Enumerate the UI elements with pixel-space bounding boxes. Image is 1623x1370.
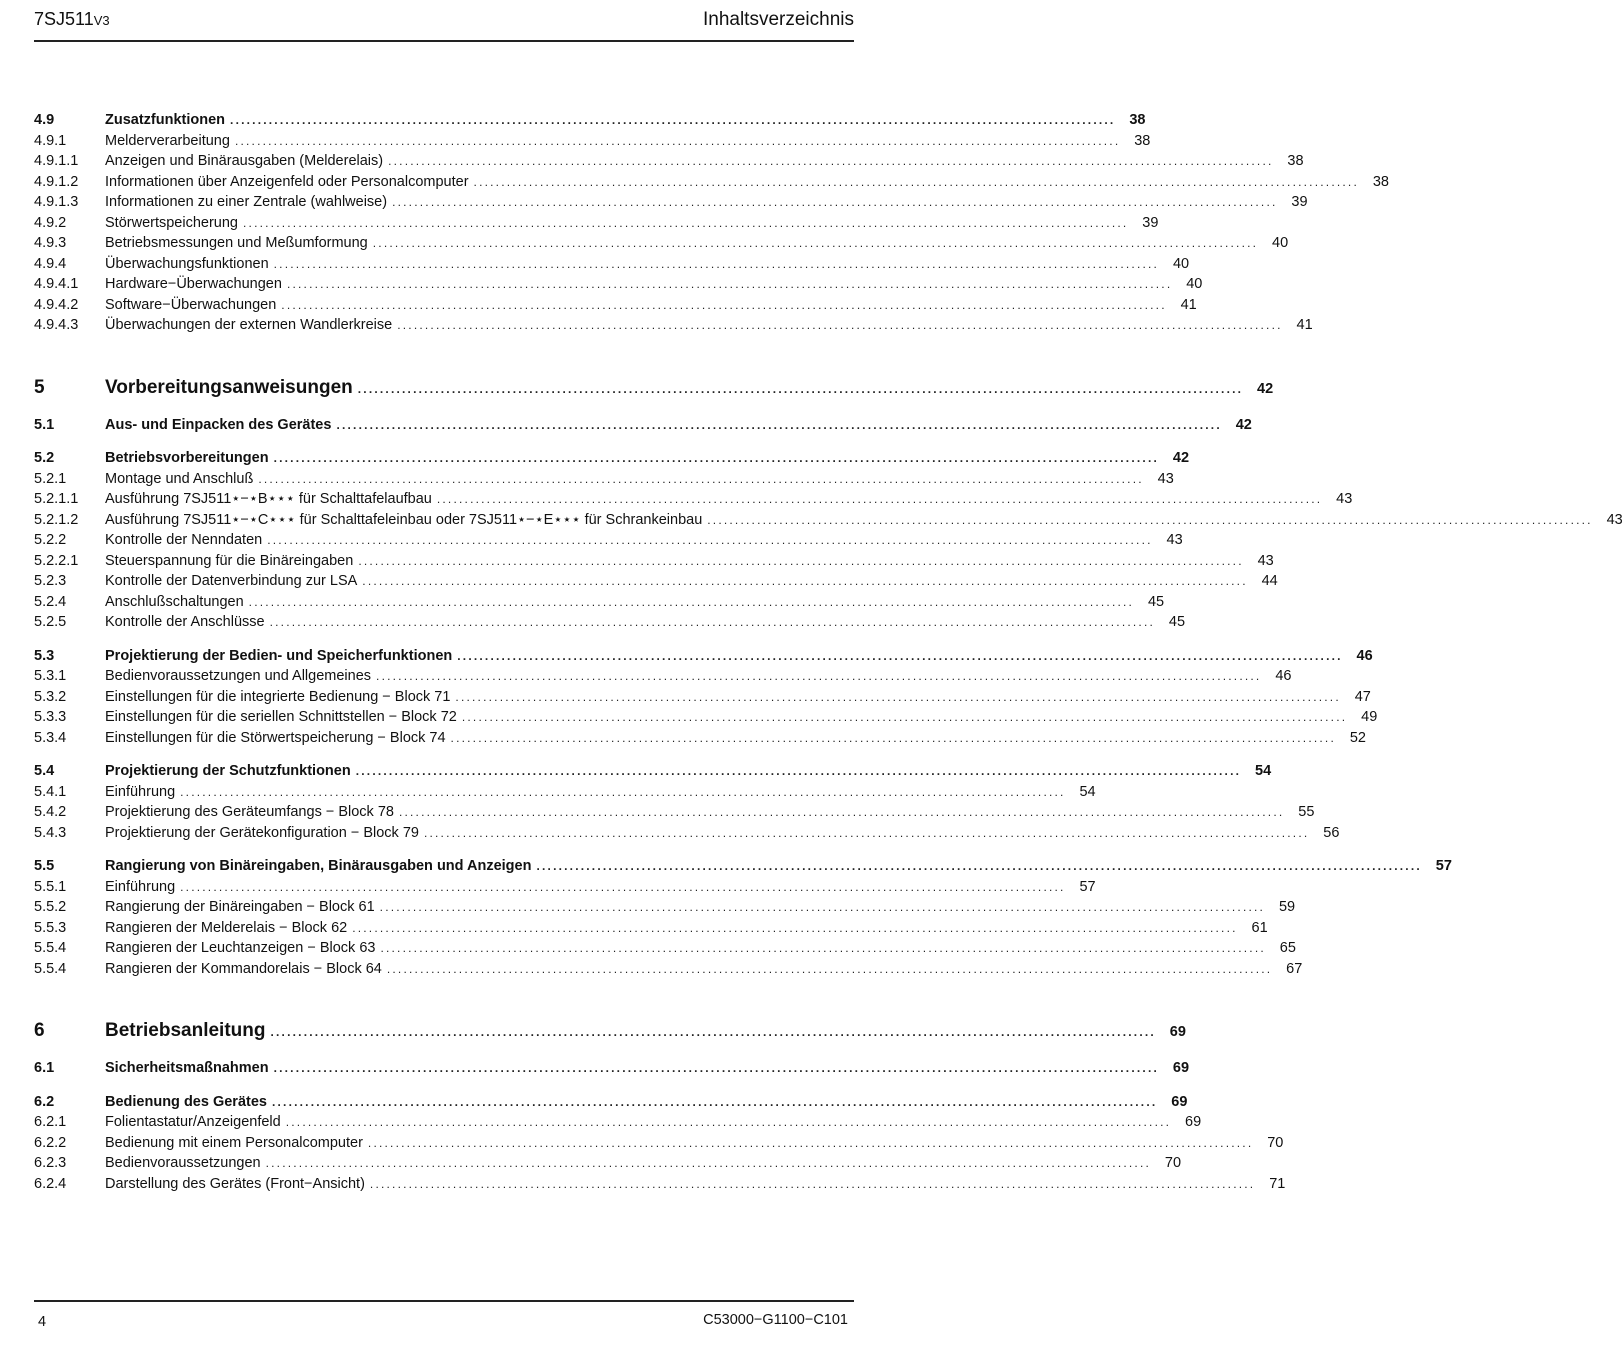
toc-entry-title: Störwertspeicherung: [105, 214, 238, 231]
toc-entry-page: 45: [1168, 614, 1186, 630]
toc-dot-leader: ................................................................................................................................................................: [380, 941, 1266, 955]
toc-entry-title: Bedienvoraussetzungen und Allgemeines: [105, 668, 372, 684]
toc-entry[interactable]: [34, 856, 1452, 877]
toc-chapter-entry[interactable]: [34, 374, 1274, 402]
toc-entry-title: Betriebsvorbereitungen: [105, 450, 269, 466]
toc-entry-title: Projektierung der Gerätekonfiguration − Block 79: [105, 824, 419, 841]
toc-entry-page: 69: [1185, 1114, 1202, 1130]
toc-entry-page: 69: [1169, 1024, 1186, 1040]
toc-entry[interactable]: [34, 274, 1203, 295]
toc-dot-leader: ................................................................................................................................................................: [707, 512, 1593, 527]
toc-dot-leader: ................................................................................................................................................................: [355, 764, 1242, 778]
toc-entry-title: Montage und Anschluß: [105, 470, 254, 487]
toc-dot-leader: ................................................................................................................................................................: [473, 174, 1359, 189]
toc-entry-number: 4.9.1.1: [34, 153, 79, 169]
toc-entry-title: Bedienung des Gerätes: [105, 1093, 267, 1110]
toc-dot-leader: ................................................................................................................................................................: [336, 417, 1222, 432]
toc-entry-number: 4.9.3: [34, 235, 67, 251]
toc-dot-leader: ................................................................................................................................................................: [357, 381, 1244, 396]
toc-entry-page: 47: [1354, 688, 1371, 705]
toc-entry-page: 42: [1172, 450, 1190, 466]
toc-entry[interactable]: [34, 295, 1197, 316]
toc-entry-number: 5.2.4: [34, 593, 67, 610]
toc-dot-leader: ................................................................................................................................................................: [258, 471, 1144, 486]
toc-entry-number: 5.3: [34, 647, 55, 664]
toc-entry-page: 46: [1356, 647, 1373, 664]
toc-entry-page: 38: [1129, 112, 1146, 128]
toc-entry-title: Rangieren der Kommandorelais − Block 64: [105, 960, 382, 977]
toc-entry[interactable]: [34, 802, 1315, 823]
section-title: Inhaltsverzeichnis: [702, 9, 854, 30]
toc-dot-leader: ................................................................................................................................................................: [457, 648, 1343, 663]
toc-entry[interactable]: [34, 448, 1190, 469]
toc-entry-number: 5.4.2: [34, 804, 67, 820]
toc-entry-title: Betriebsmessungen und Meßumformung: [105, 235, 368, 251]
toc-dot-leader: ................................................................................................................................................................: [450, 730, 1336, 745]
toc-entry[interactable]: [34, 918, 1268, 939]
toc-entry-title: Software−Überwachungen: [105, 296, 277, 313]
page-header: [34, 6, 854, 42]
toc-dot-leader: ................................................................................................................................................................: [461, 710, 1348, 724]
toc-dot-leader: ................................................................................................................................................................: [273, 256, 1160, 271]
toc-entry[interactable]: [34, 233, 1289, 254]
toc-entry-page: 41: [1296, 317, 1313, 333]
toc-dot-leader: ................................................................................................................................................................: [270, 1025, 1156, 1039]
toc-entry-page: 70: [1267, 1134, 1284, 1151]
toc-entry[interactable]: [34, 612, 1186, 633]
toc-spacer: [34, 633, 848, 646]
toc-entry-title: Überwachungsfunktionen: [105, 255, 269, 272]
toc-entry-title: Projektierung der Bedien- und Speicherfunktionen: [105, 647, 453, 664]
toc-dot-leader: ................................................................................................................................................................: [180, 784, 1066, 799]
toc-entry-page: 69: [1172, 1060, 1190, 1076]
toc-dot-leader: ................................................................................................................................................................: [386, 961, 1273, 976]
toc-entry[interactable]: [34, 1133, 1284, 1154]
toc-entry-page: 65: [1279, 940, 1296, 956]
toc-entry-page: 40: [1272, 235, 1289, 251]
toc-entry-title: Überwachungen der externen Wandlerkreise: [105, 317, 393, 333]
toc-entry[interactable]: [34, 938, 1296, 959]
toc-entry-page: 41: [1180, 296, 1197, 313]
toc-entry-number: 5.2.1.1: [34, 491, 79, 507]
toc-entry-page: 38: [1372, 173, 1389, 190]
toc-entry-title: Informationen zu einer Zentrale (wahlweise): [105, 194, 388, 210]
toc-chapter-entry[interactable]: [34, 1017, 1186, 1045]
toc-entry-title: Hardware−Überwachungen: [105, 276, 282, 292]
toc-entry-number: 5.2.3: [34, 573, 67, 589]
toc-dot-leader: ................................................................................................................................................................: [285, 1115, 1172, 1129]
toc-entry-page: 43: [1606, 511, 1623, 528]
toc-entry-number: 4.9: [34, 112, 55, 128]
toc-entry-page: 38: [1134, 132, 1151, 149]
toc-entry-page: 39: [1291, 194, 1308, 210]
toc-dot-leader: ................................................................................................................................................................: [436, 492, 1323, 506]
toc-entry-page: 56: [1323, 824, 1340, 841]
toc-entry[interactable]: [34, 592, 1165, 613]
toc-entry-number: 4.9.1.3: [34, 194, 79, 210]
toc-entry-number: 5.2.1: [34, 470, 67, 487]
toc-entry-number: 4.9.4.2: [34, 296, 79, 313]
toc-entry-page: 61: [1251, 919, 1268, 936]
toc-entry[interactable]: [34, 1153, 1182, 1174]
toc-entry-page: 49: [1361, 709, 1378, 725]
toc-entry-number: 6.2.4: [34, 1175, 67, 1192]
toc-entry-title: Rangieren der Leuchtanzeigen − Block 63: [105, 940, 376, 956]
toc-spacer: [34, 402, 848, 415]
toc-entry-page: 54: [1255, 763, 1272, 779]
toc-entry-page: 40: [1172, 255, 1190, 272]
toc-dot-leader: ................................................................................................................................................................: [286, 277, 1173, 291]
toc-entry-page: 42: [1235, 416, 1252, 433]
toc-entry[interactable]: [34, 1112, 1202, 1133]
toc-entry-number: 4.9.4.3: [34, 317, 79, 333]
toc-entry-title: Rangieren der Melderelais − Block 62: [105, 919, 348, 936]
toc-entry-title: Betriebsanleitung: [105, 1020, 266, 1041]
page-footer: [34, 1300, 854, 1330]
toc-entry[interactable]: [34, 530, 1183, 551]
toc-entry-title: Einstellungen für die Störwertspeicherung − Block 74: [105, 729, 446, 746]
toc-entry[interactable]: [34, 1092, 1188, 1113]
toc-dot-leader: ................................................................................................................................................................: [362, 574, 1248, 588]
toc-spacer: [34, 979, 848, 1017]
toc-entry[interactable]: [34, 551, 1274, 572]
toc-entry[interactable]: [34, 131, 1151, 152]
toc-entry-number: 5.3.3: [34, 709, 67, 725]
toc-entry-title: Projektierung des Geräteumfangs − Block 78: [105, 804, 394, 820]
toc-spacer: [34, 1079, 848, 1092]
toc-entry-title: Steuerspannung für die Binäreingaben: [105, 552, 354, 569]
toc-entry-page: 69: [1171, 1093, 1188, 1110]
toc-entry-number: 6.2: [34, 1093, 55, 1110]
toc-entry-title: Zusatzfunktionen: [105, 112, 226, 128]
toc-entry[interactable]: [34, 761, 1272, 782]
toc-entry-number: 4.9.1: [34, 132, 67, 149]
toc-entry-page: 39: [1142, 214, 1159, 231]
toc-entry[interactable]: [34, 469, 1174, 490]
toc-entry-page: 43: [1336, 491, 1353, 507]
toc-entry-number: 5.2: [34, 450, 55, 466]
toc-entry[interactable]: [34, 213, 1159, 234]
toc-entry[interactable]: [34, 489, 1353, 510]
toc-entry-title: Einführung: [105, 783, 176, 800]
toc-dot-leader: ................................................................................................................................................................: [281, 297, 1167, 312]
toc-entry[interactable]: [34, 571, 1278, 592]
toc-spacer: [34, 336, 848, 374]
toc-dot-leader: ................................................................................................................................................................: [230, 113, 1116, 127]
toc-entry[interactable]: [34, 666, 1292, 687]
toc-entry-number: 5.2.1.2: [34, 511, 79, 528]
toc-dot-leader: ................................................................................................................................................................: [379, 900, 1266, 914]
toc-entry[interactable]: [34, 110, 1146, 131]
toc-entry[interactable]: [34, 959, 1303, 980]
toc-entry-title: Einführung: [105, 878, 176, 895]
toc-entry-page: 59: [1278, 899, 1296, 915]
document-id-main: 7SJ511: [34, 9, 94, 29]
toc-dot-leader: ................................................................................................................................................................: [367, 1135, 1254, 1150]
toc-entry-number: 6.2.3: [34, 1155, 67, 1171]
toc-entry-page: 55: [1298, 804, 1315, 820]
toc-entry-page: 67: [1286, 960, 1303, 977]
toc-entry-title: Einstellungen für die integrierte Bedienung − Block 71: [105, 688, 451, 705]
document-code: C53000−G1100−C101: [703, 1312, 848, 1328]
toc-entry-page: 38: [1287, 153, 1304, 169]
toc-entry-number: 5.2.5: [34, 614, 67, 630]
toc-entry-page: 46: [1275, 668, 1292, 684]
toc-entry-page: 44: [1261, 573, 1278, 589]
toc-dot-leader: ................................................................................................................................................................: [392, 195, 1278, 209]
toc-entry-number: 6.2.2: [34, 1134, 67, 1151]
toc-entry-number: 5.5.3: [34, 919, 67, 936]
toc-spacer: [34, 748, 848, 761]
toc-entry-number: 4.9.4.1: [34, 276, 79, 292]
toc-dot-leader: ................................................................................................................................................................: [248, 594, 1135, 609]
toc-entry-title: Kontrolle der Datenverbindung zur LSA: [105, 573, 358, 589]
toc-entry-number: 5.3.2: [34, 688, 67, 705]
toc-entry-number: 5.4.1: [34, 783, 67, 800]
toc-entry-number: 5.4: [34, 763, 55, 779]
toc-entry-title: Darstellung des Gerätes (Front−Ansicht): [105, 1175, 365, 1192]
toc-entry-number: 5.2.2.1: [34, 552, 79, 569]
toc-spacer: [34, 843, 848, 856]
toc-entry[interactable]: [34, 510, 1623, 531]
toc-entry-number: 4.9.2: [34, 214, 67, 231]
toc-entry-number: 5.2.2: [34, 532, 67, 548]
toc-entry-title: Projektierung der Schutzfunktionen: [105, 763, 351, 779]
toc-spacer: [34, 435, 848, 448]
toc-dot-leader: ................................................................................................................................................................: [423, 825, 1310, 840]
toc-entry-number: 5.5.4: [34, 940, 67, 956]
toc-dot-leader: ................................................................................................................................................................: [352, 920, 1238, 935]
toc-entry[interactable]: [34, 646, 1373, 667]
toc-entry-title: Rangierung der Binäreingaben − Block 61: [105, 899, 375, 915]
toc-entry-number: 5.5.4: [34, 960, 67, 977]
toc-entry-title: Ausführung 7SJ511⋆−⋆B⋆⋆⋆ für Schalttafelaufbau: [105, 491, 432, 507]
toc-entry[interactable]: [34, 782, 1096, 803]
document-id: [34, 9, 110, 30]
toc-entry-page: 70: [1164, 1155, 1182, 1171]
toc-entry-title: Aus- und Einpacken des Gerätes: [105, 416, 332, 433]
toc-entry-number: 4.9.1.2: [34, 173, 79, 190]
toc-entry-number: 6.2.1: [34, 1114, 67, 1130]
toc-dot-leader: ................................................................................................................................................................: [267, 533, 1153, 547]
toc-dot-leader: ................................................................................................................................................................: [265, 1156, 1152, 1170]
toc-entry-number: 5.5: [34, 858, 55, 874]
toc-entry-number: 6.1: [34, 1060, 55, 1076]
toc-entry[interactable]: [34, 172, 1389, 193]
toc-dot-leader: ................................................................................................................................................................: [269, 615, 1156, 629]
table-of-contents: [34, 110, 1623, 1194]
toc-entry-number: 4.9.4: [34, 255, 67, 272]
toc-dot-leader: ................................................................................................................................................................: [536, 859, 1422, 873]
toc-dot-leader: ................................................................................................................................................................: [358, 553, 1244, 568]
toc-entry-number: 5.1: [34, 416, 55, 433]
toc-entry-title: Informationen über Anzeigenfeld oder Personalcomputer: [105, 173, 469, 190]
toc-entry-page: 71: [1269, 1175, 1286, 1192]
toc-entry-title: Sicherheitsmaßnahmen: [105, 1060, 269, 1076]
toc-dot-leader: ................................................................................................................................................................: [455, 689, 1341, 704]
toc-entry-title: Folientastatur/Anzeigenfeld: [105, 1114, 281, 1130]
toc-entry-title: Anzeigen und Binärausgaben (Melderelais): [105, 153, 384, 169]
toc-entry-number: 5.3.4: [34, 729, 67, 746]
toc-dot-leader: ................................................................................................................................................................: [397, 318, 1283, 332]
toc-dot-leader: ................................................................................................................................................................: [372, 236, 1259, 250]
toc-entry[interactable]: [34, 687, 1371, 708]
toc-spacer: [34, 1045, 848, 1058]
toc-entry-number: 5.5.1: [34, 878, 67, 895]
toc-entry-title: Melderverarbeitung: [105, 132, 230, 149]
toc-entry[interactable]: [34, 1058, 1190, 1079]
toc-entry[interactable]: [34, 823, 1340, 844]
toc-entry-title: Kontrolle der Anschlüsse: [105, 614, 265, 630]
toc-entry-number: 5: [34, 376, 45, 398]
toc-entry-title: Kontrolle der Nenndaten: [105, 532, 263, 548]
toc-entry-page: 42: [1257, 380, 1274, 397]
toc-entry-page: 52: [1349, 729, 1366, 746]
toc-entry-page: 43: [1257, 552, 1274, 569]
toc-entry-title: Bedienung mit einem Personalcomputer: [105, 1134, 363, 1151]
toc-entry[interactable]: [34, 877, 1096, 898]
toc-dot-leader: ................................................................................................................................................................: [398, 805, 1285, 819]
toc-entry-title: Vorbereitungsanweisungen: [105, 376, 353, 398]
toc-dot-leader: ................................................................................................................................................................: [234, 133, 1121, 148]
toc-entry[interactable]: [34, 315, 1313, 336]
page-number: 4: [38, 1314, 47, 1330]
toc-dot-leader: ................................................................................................................................................................: [243, 215, 1129, 230]
toc-entry-page: 45: [1147, 593, 1165, 610]
toc-entry-title: Ausführung 7SJ511⋆−⋆C⋆⋆⋆ für Schalttafeleinbau oder 7SJ511⋆−⋆E⋆⋆⋆ für Schrankeinbau: [105, 511, 703, 528]
toc-entry[interactable]: [34, 151, 1304, 172]
toc-entry[interactable]: [34, 1174, 1286, 1195]
toc-entry-page: 54: [1079, 783, 1096, 800]
toc-entry[interactable]: [34, 728, 1366, 749]
toc-entry-title: Anschlußschaltungen: [105, 593, 244, 610]
toc-entry-page: 57: [1435, 858, 1452, 874]
toc-dot-leader: ................................................................................................................................................................: [273, 1061, 1160, 1075]
toc-entry-title: Einstellungen für die seriellen Schnittstellen − Block 72: [105, 709, 457, 725]
toc-dot-leader: ................................................................................................................................................................: [271, 1094, 1158, 1109]
toc-entry-page: 43: [1157, 470, 1174, 487]
toc-entry[interactable]: [34, 192, 1308, 213]
document-id-version: V3: [93, 13, 110, 28]
toc-entry-title: Bedienvoraussetzungen: [105, 1155, 261, 1171]
toc-dot-leader: ................................................................................................................................................................: [180, 879, 1066, 894]
toc-entry-title: Rangierung von Binäreingaben, Binärausgaben und Anzeigen: [105, 858, 532, 874]
toc-dot-leader: ................................................................................................................................................................: [376, 669, 1262, 683]
toc-entry[interactable]: [34, 415, 1252, 436]
toc-dot-leader: ................................................................................................................................................................: [273, 451, 1160, 465]
toc-entry[interactable]: [34, 254, 1190, 275]
toc-entry-number: 5.5.2: [34, 899, 67, 915]
toc-entry[interactable]: [34, 707, 1378, 728]
toc-entry-number: 5.3.1: [34, 668, 67, 684]
toc-entry[interactable]: [34, 897, 1296, 918]
toc-entry-number: 5.4.3: [34, 824, 67, 841]
toc-dot-leader: ................................................................................................................................................................: [369, 1176, 1256, 1191]
toc-entry-page: 40: [1186, 276, 1203, 292]
toc-entry-page: 43: [1166, 532, 1183, 548]
toc-entry-number: 6: [34, 1020, 45, 1041]
toc-entry-page: 57: [1079, 878, 1096, 895]
toc-dot-leader: ................................................................................................................................................................: [388, 154, 1274, 168]
